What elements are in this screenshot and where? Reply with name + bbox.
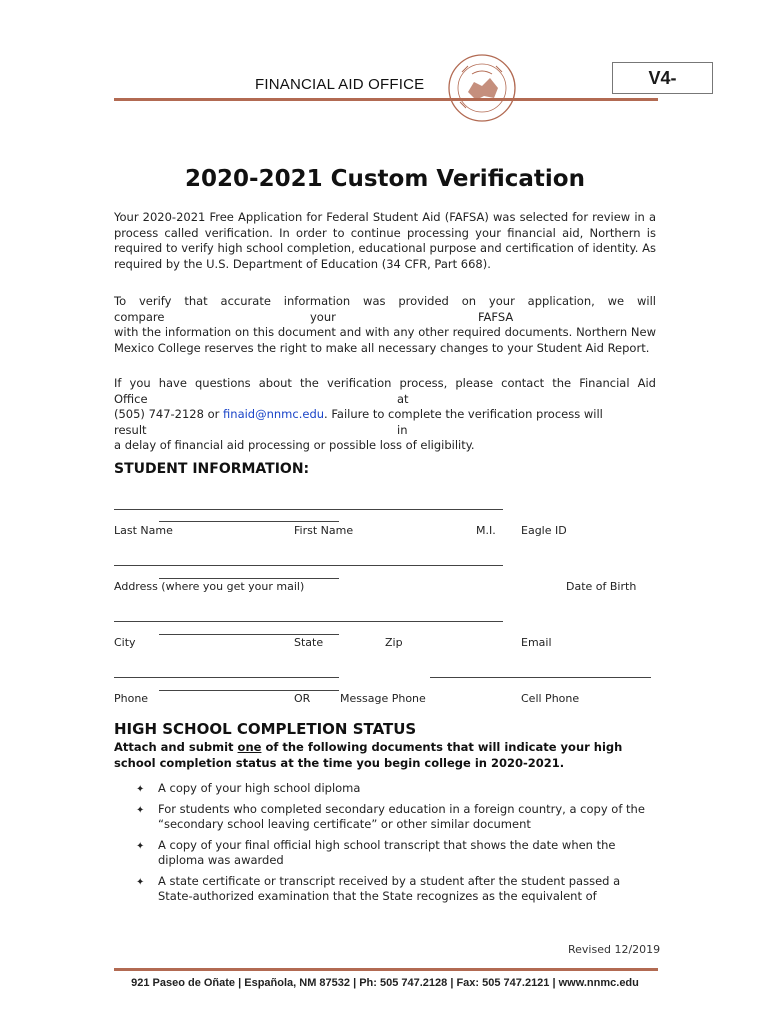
bullet-icon: ✦ xyxy=(136,804,145,816)
last-name-label: Last Name xyxy=(114,524,173,537)
bullet-icon: ✦ xyxy=(136,876,145,888)
questions-line1: If you have questions about the verification process, please contact the Financial Aid xyxy=(114,376,656,390)
verify-word-fafsa: FAFSA xyxy=(478,309,514,324)
document-title: 2020-2021 Custom Verification xyxy=(185,166,585,192)
zip-label: Zip xyxy=(385,636,403,649)
dob-label: Date of Birth xyxy=(566,580,637,593)
list-item-text: For students who completed secondary education in a foreign country, a copy of the “secondary school leaving certificate” or other similar document xyxy=(158,801,645,831)
questions-word-office: Office xyxy=(114,391,148,406)
list-item xyxy=(136,781,656,797)
cell-phone-line[interactable] xyxy=(430,677,651,678)
address-line[interactable] xyxy=(114,565,503,566)
bullet-icon: ✦ xyxy=(136,784,145,795)
questions-word-at: at xyxy=(397,391,409,406)
address-underline-short xyxy=(159,578,339,579)
footer-rule xyxy=(114,968,658,971)
list-item-text: A copy of your final official high school transcript that shows the date when the diploma was awarded xyxy=(158,837,616,867)
address-label: Address (where you get your mail) xyxy=(114,580,305,593)
state-label: State xyxy=(294,636,324,649)
questions-line5: a delay of financial aid processing or possible loss of eligibility. xyxy=(114,438,475,452)
hs-instr-after: of the following documents that will indicate your high school completion status at the time you begin college in 2020-2021. xyxy=(114,740,623,770)
failure-text: . Failure to complete the verification process will xyxy=(324,407,603,421)
email-label: Email xyxy=(521,636,552,649)
questions-line3 xyxy=(114,407,656,423)
version-box: V4- xyxy=(612,62,713,94)
phone-label: Phone xyxy=(114,692,149,705)
name-underline-short xyxy=(159,521,339,522)
office-title: FINANCIAL AID OFFICE xyxy=(255,76,425,93)
city-label: City xyxy=(114,636,136,649)
list-item-text: A copy of your high school diploma xyxy=(158,781,361,795)
hs-document-list xyxy=(136,781,656,910)
intro-text: Your 2020-2021 Free Application for Federal Student Aid (FAFSA) was selected for review in a process called verification. In order to continue processing your financial aid, Northern is required to verify high school completion, educational purpose and certification of identity. As required by the U.S. Department of Education (34 CFR, Part 668). xyxy=(114,210,656,271)
verify-line1: To verify that accurate information was provided on your application, we will xyxy=(114,294,656,308)
eagle-id-label: Eagle ID xyxy=(521,524,567,537)
hs-instructions xyxy=(114,739,659,771)
list-item-text: A state certificate or transcript received by a student after the student passed a State-authorized examination that the State recognizes as the equivalent of xyxy=(158,873,621,903)
intro-paragraph xyxy=(114,210,656,272)
list-item xyxy=(136,838,656,869)
list-item xyxy=(136,802,656,833)
list-item xyxy=(136,874,656,905)
college-seal-logo xyxy=(446,52,518,124)
or-label: OR xyxy=(294,692,311,705)
hs-instr-one: one xyxy=(237,740,262,754)
student-info-heading: STUDENT INFORMATION: xyxy=(114,461,310,477)
bullet-icon: ✦ xyxy=(136,840,145,852)
verify-word-compare: compare xyxy=(114,309,165,324)
first-name-label: First Name xyxy=(294,524,354,537)
phone-text: (505) 747-2128 or xyxy=(114,407,224,421)
phone-line[interactable] xyxy=(114,677,339,678)
phone-underline-short xyxy=(159,690,339,691)
questions-word-in: in xyxy=(397,422,408,437)
city-line[interactable] xyxy=(114,621,503,622)
verify-paragraph xyxy=(114,294,656,356)
mi-label: M.I. xyxy=(476,524,496,537)
verify-word-your: your xyxy=(310,309,336,324)
revised-date: Revised 12/2019 xyxy=(568,943,661,956)
message-phone-label: Message Phone xyxy=(340,692,426,705)
header-rule xyxy=(114,98,658,101)
cell-phone-label: Cell Phone xyxy=(521,692,580,705)
name-line[interactable] xyxy=(114,509,503,510)
finaid-email-link[interactable]: finaid@nnmc.edu xyxy=(223,407,325,421)
hs-instr-before: Attach and submit xyxy=(114,740,238,754)
footer-address: 921 Paseo de Oñate | Española, NM 87532 | Ph: 505 747.2128 | Fax: 505 747.2121 | www.nnmc.edu xyxy=(131,977,639,989)
hs-completion-heading: HIGH SCHOOL COMPLETION STATUS xyxy=(114,720,417,738)
questions-paragraph xyxy=(114,376,656,454)
verify-rest: with the information on this document and with any other required documents. Northern New Mexico College reserves the right to make all necessary changes to your Student Aid Report. xyxy=(114,325,656,355)
city-underline-short xyxy=(159,634,339,635)
questions-word-result: result xyxy=(114,422,147,437)
